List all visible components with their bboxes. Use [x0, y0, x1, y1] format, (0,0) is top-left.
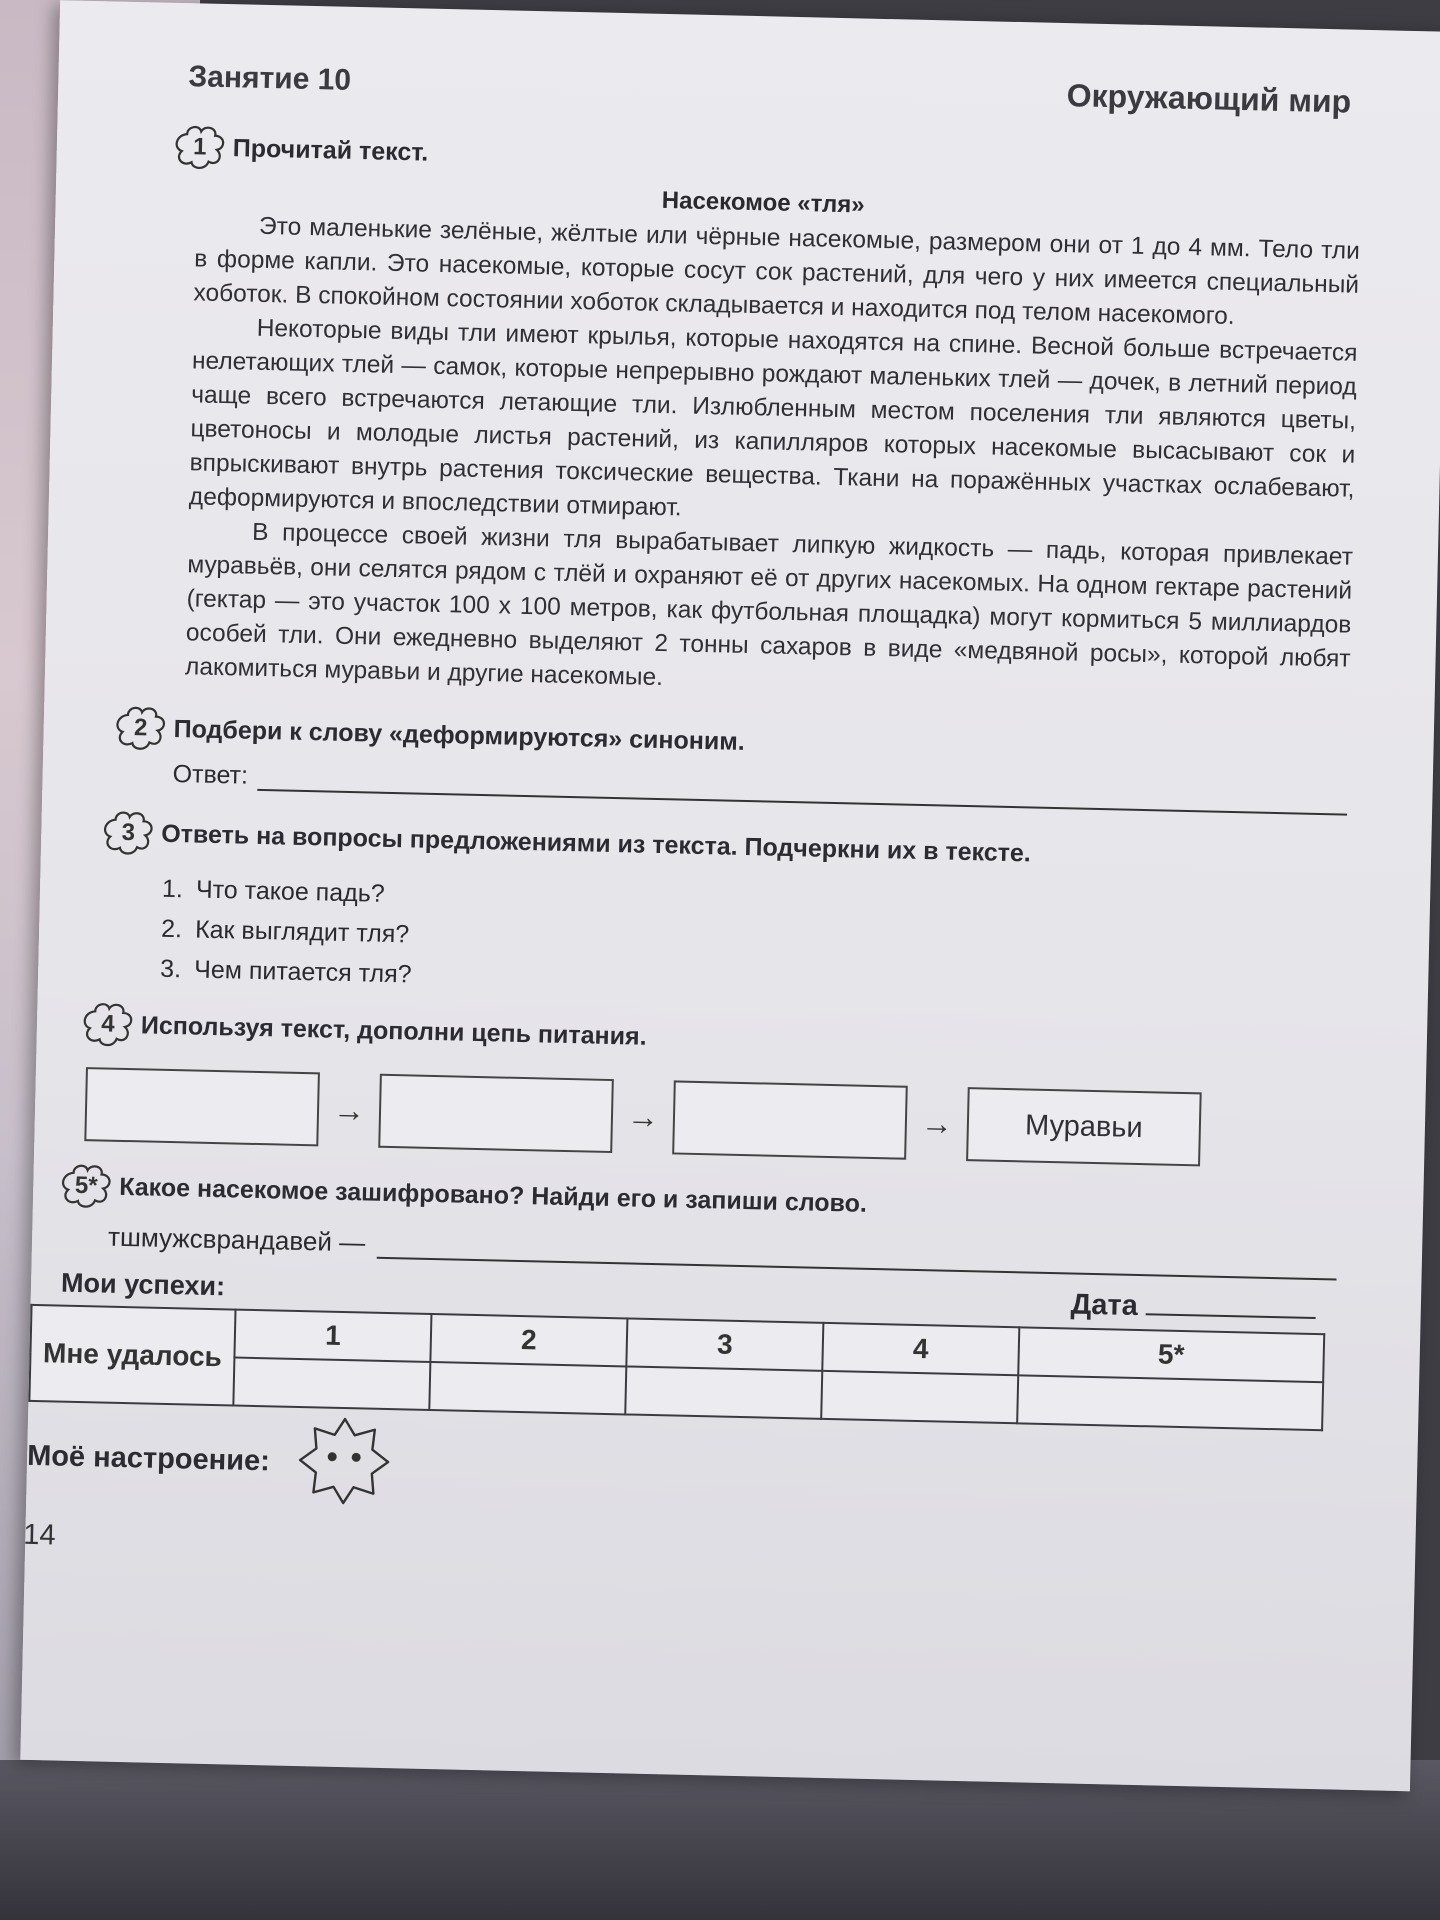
task-4-header [80, 1001, 1342, 1076]
text-paragraph-1: Это маленькие зелёные, жёлтые или чёрные насекомые, размером они от 1 до 4 мм. Тело тли в форме капли. Это насекомые, которые сосут сок растений, для чего у них имеется специальный хоботок. В спокойном состоянии хоботок складывается и находится под телом насекомого. [193, 212, 1361, 330]
question-text: Чем питается тля? [193, 955, 412, 989]
page-number: 14 [22, 1518, 56, 1552]
column-header: 1 [234, 1310, 431, 1362]
table-cell[interactable] [233, 1358, 430, 1410]
task-5-number: 5* [74, 1171, 98, 1200]
column-header: 5* [1018, 1327, 1324, 1382]
chain-box-4: Муравьи [966, 1087, 1202, 1166]
date-label: Дата [1070, 1288, 1139, 1323]
chain-box-2[interactable] [378, 1074, 614, 1153]
question-text: Как выглядит тля? [194, 915, 410, 949]
question-list [160, 869, 1345, 1016]
chain-box-1[interactable] [84, 1067, 320, 1146]
text-title: Насекомое «тля» [661, 186, 865, 219]
table-cell[interactable] [1017, 1375, 1323, 1430]
task-4-title: Используя текст, дополни цепь питания. [140, 1010, 647, 1051]
cipher-word: тшмужсврандавей — [107, 1221, 366, 1258]
table-cell[interactable] [429, 1362, 626, 1414]
page-content [22, 57, 1364, 1582]
text-paragraph-2: Некоторые виды тли имеют крылья, которые находятся на спине. Весной больше встречается нелетающих тлей — самок, которые непрерывно рождают маленьких тлей — дочек, в летний период чаще всего встречаются летающие тли. Излюбленным местом поселения тли являются цветы, цветоносы и молодые листья растений, из капилляров которых насекомые высасывают сок и впрыскивают внутрь растения токсические вещества. Ткани на поражённых участках ослабевают, деформируются и впоследствии отмирают. [188, 314, 1358, 522]
question-number: 2. [160, 914, 183, 944]
column-header: 2 [430, 1314, 627, 1366]
flower-number-icon [59, 1163, 114, 1210]
task-4-number: 4 [100, 1010, 115, 1038]
task-5-title: Какое насекомое зашифровано? Найди его и запиши слово. [118, 1172, 868, 1218]
food-chain [84, 1067, 1340, 1169]
subject-title: Окружающий мир [1066, 77, 1352, 120]
date-field[interactable] [1070, 1288, 1316, 1327]
column-header: 4 [822, 1323, 1019, 1375]
task-1-number: 1 [192, 133, 207, 161]
answer-label: Ответ: [172, 759, 249, 790]
flower-number-icon [80, 1001, 135, 1048]
task-2-number: 2 [133, 714, 148, 742]
question-text: Что такое падь? [195, 875, 385, 908]
success-title: Мои успехи: [60, 1267, 226, 1302]
flower-number-icon [113, 705, 168, 752]
mood-face-icon[interactable] [295, 1414, 393, 1513]
lesson-title: Занятие 10 [188, 60, 352, 97]
text-paragraph-3: В процессе своей жизни тля вырабатывает липкую жидкость — падь, которая привлекает муравьёв, они селятся рядом с тлёй и охраняют её от других насекомых. На одном гектаре растений (гектар — это участок 100 х 100 метров, как футбольная площадка) могут кормиться 5 миллиардов особей тли. Они ежедневно выделяют 2 тонны сахаров в виде «медвяной росы», которой любят лакомиться муравьи и другие насекомые. [184, 518, 1354, 692]
question-number: 3. [159, 954, 182, 984]
worksheet-page [20, 0, 1440, 1791]
chain-box-3[interactable] [672, 1080, 908, 1159]
task-2-title: Подбери к слову «деформируются» синоним. [173, 714, 746, 756]
arrow-right-icon: → [332, 1091, 366, 1128]
table-cell[interactable] [821, 1371, 1018, 1423]
table-cell[interactable] [625, 1366, 822, 1418]
date-blank[interactable] [1146, 1293, 1316, 1319]
flower-number-icon [172, 124, 227, 171]
page-header [168, 57, 1364, 121]
task-1-title: Прочитай текст. [232, 133, 429, 167]
flower-number-icon [101, 809, 156, 856]
task-3-number: 3 [121, 818, 136, 847]
arrow-right-icon: → [626, 1097, 660, 1135]
column-header: 3 [626, 1318, 823, 1370]
cipher-answer-line[interactable] [377, 1233, 1337, 1281]
row-header: Мне удалось [29, 1305, 235, 1406]
arrow-right-icon: → [920, 1104, 954, 1142]
question-number: 1. [161, 874, 184, 904]
task-3-title: Ответь на вопросы предложениями из текста. Подчеркни их в тексте. [160, 819, 1032, 867]
mood-title: Моё настроение: [26, 1439, 271, 1478]
